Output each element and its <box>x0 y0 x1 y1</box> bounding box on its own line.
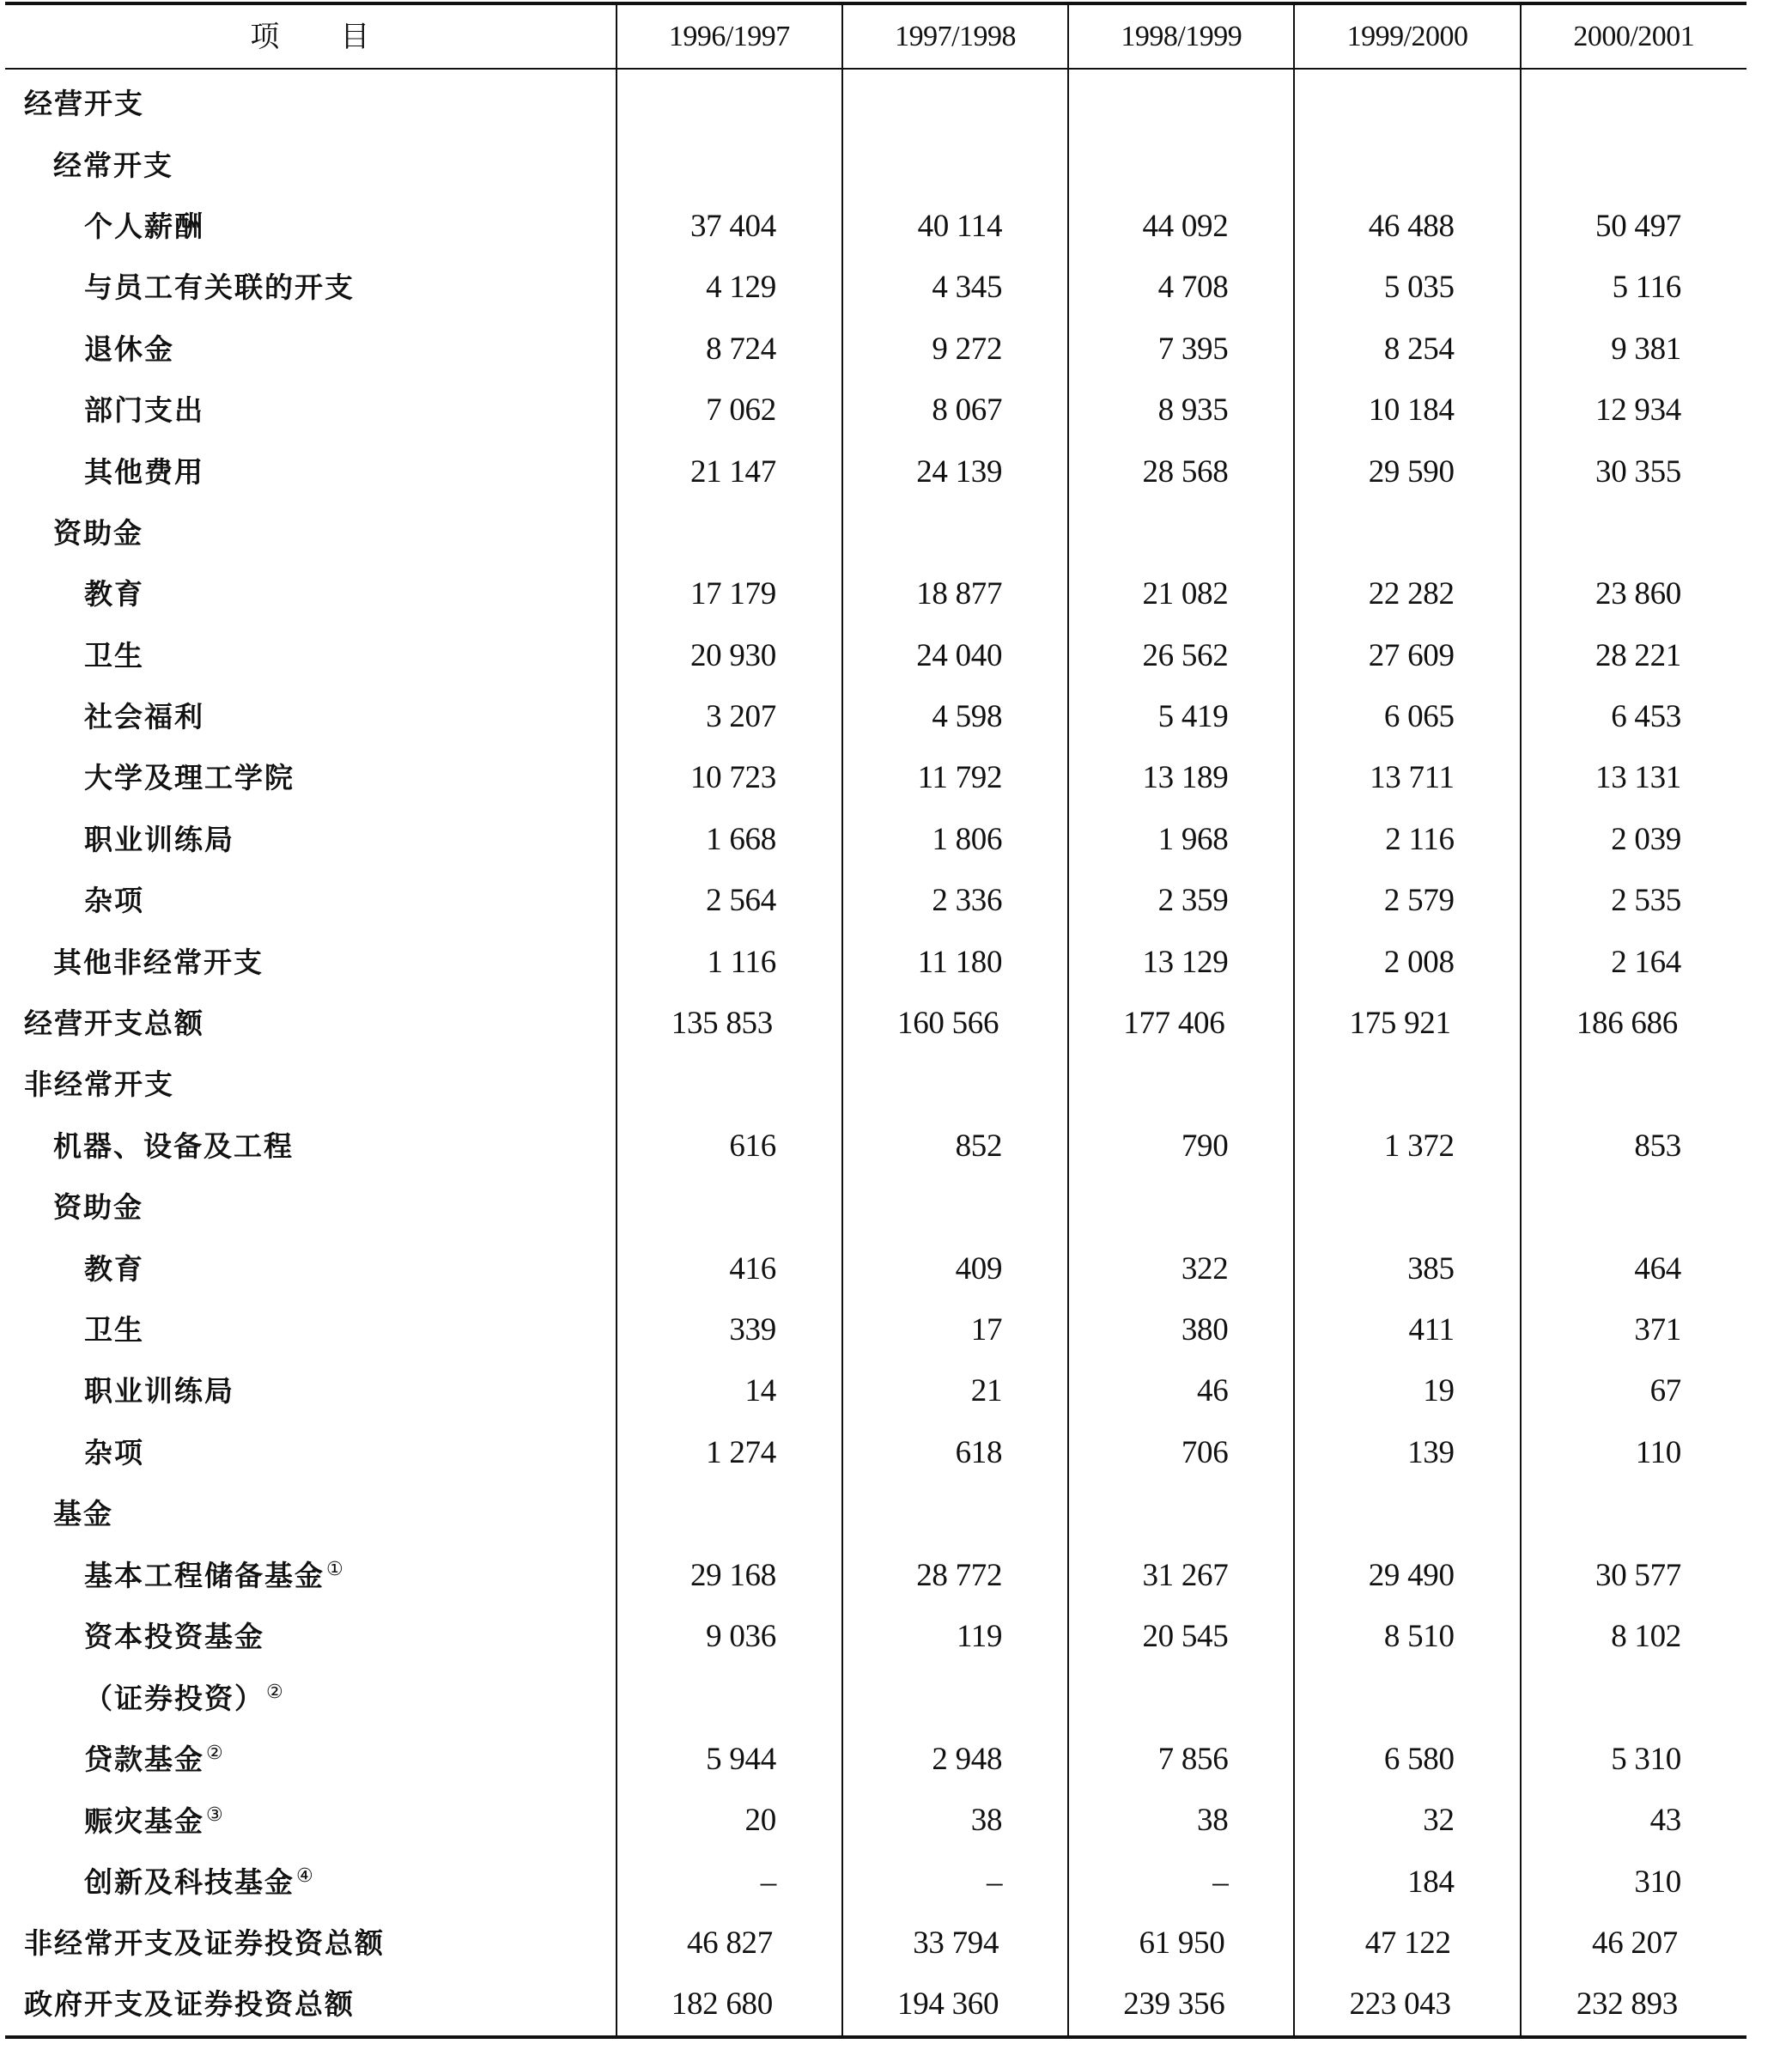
value-cell: 706 <box>1068 1422 1294 1483</box>
value-cell <box>842 1177 1068 1238</box>
value-cell: 38 <box>842 1790 1068 1851</box>
value-cell: 13 129 <box>1068 931 1294 992</box>
year-column-header: 1998/1999 <box>1068 3 1294 69</box>
row-label-text: 杂项 <box>84 1435 144 1469</box>
value-cell <box>617 1483 842 1544</box>
value-cell <box>1521 1483 1746 1544</box>
value-cell: 182 680 <box>617 1974 842 2036</box>
row-label <box>5 686 617 747</box>
value-cell: 3 207 <box>617 686 842 747</box>
value-cell <box>1521 1054 1746 1115</box>
value-cell: 194 360 <box>842 1974 1068 2036</box>
table-row <box>5 1729 1746 1790</box>
value-cell: 12 934 <box>1521 380 1746 441</box>
value-cell: 8 254 <box>1294 319 1520 380</box>
row-label-text: 非经常开支 <box>24 1068 174 1102</box>
row-label <box>5 1360 617 1421</box>
value-cell <box>1521 134 1746 195</box>
value-cell <box>1521 502 1746 563</box>
row-label <box>5 1054 617 1115</box>
table-row <box>5 257 1746 318</box>
value-cell: 6 453 <box>1521 686 1746 747</box>
row-label-text: 其他非经常开支 <box>53 945 264 979</box>
footnote-marker: ② <box>266 1681 285 1703</box>
value-cell <box>1068 502 1294 563</box>
row-label-text: 社会福利 <box>84 700 204 734</box>
value-cell <box>1068 134 1294 195</box>
value-cell <box>1294 1054 1520 1115</box>
row-label-text: 杂项 <box>84 884 144 918</box>
value-cell <box>1294 134 1520 195</box>
table-row <box>5 686 1746 747</box>
year-column-header: 1997/1998 <box>842 3 1068 69</box>
row-label-text: 退休金 <box>84 332 174 366</box>
value-cell: 616 <box>617 1116 842 1177</box>
row-label <box>5 1483 617 1544</box>
value-cell: 46 <box>1068 1360 1294 1421</box>
value-cell <box>1294 1483 1520 1544</box>
table-row <box>5 1177 1746 1238</box>
table-row <box>5 563 1746 624</box>
value-cell <box>1521 1177 1746 1238</box>
table-row <box>5 1606 1746 1667</box>
row-label <box>5 502 617 563</box>
value-cell: – <box>1068 1851 1294 1912</box>
table-row <box>5 870 1746 931</box>
value-cell: 2 008 <box>1294 931 1520 992</box>
value-cell: – <box>842 1851 1068 1912</box>
value-cell: 1 806 <box>842 809 1068 870</box>
row-label <box>5 1851 617 1912</box>
value-cell: 385 <box>1294 1238 1520 1299</box>
table-row <box>5 1422 1746 1483</box>
value-cell: 46 488 <box>1294 196 1520 257</box>
row-label-text: 教育 <box>84 577 144 611</box>
table-row <box>5 441 1746 502</box>
value-cell: 5 310 <box>1521 1729 1746 1790</box>
value-cell <box>617 1054 842 1115</box>
value-cell: 10 184 <box>1294 380 1520 441</box>
row-label <box>5 1422 617 1483</box>
header-row <box>5 3 1746 69</box>
value-cell: 8 935 <box>1068 380 1294 441</box>
value-cell: 22 282 <box>1294 563 1520 624</box>
table-row <box>5 1851 1746 1912</box>
table-total-row <box>5 1913 1746 1974</box>
table-row <box>5 196 1746 257</box>
value-cell: 409 <box>842 1238 1068 1299</box>
row-label <box>5 747 617 808</box>
row-label <box>5 1606 617 1667</box>
row-label-text: 机器、设备及工程 <box>53 1128 294 1163</box>
value-cell: 61 950 <box>1068 1913 1294 1974</box>
value-cell: 2 948 <box>842 1729 1068 1790</box>
row-label-text: 教育 <box>84 1251 144 1286</box>
table-header <box>5 3 1746 69</box>
table-row <box>5 1667 1746 1728</box>
value-cell <box>842 69 1068 134</box>
value-cell: 10 723 <box>617 747 842 808</box>
row-label <box>5 441 617 502</box>
row-label <box>5 1667 617 1728</box>
value-cell: 14 <box>617 1360 842 1421</box>
value-cell: 11 792 <box>842 747 1068 808</box>
value-cell: 232 893 <box>1521 1974 1746 2036</box>
value-cell: 2 579 <box>1294 870 1520 931</box>
value-cell: 2 164 <box>1521 931 1746 992</box>
value-cell: 110 <box>1521 1422 1746 1483</box>
row-label-text: 资本投资基金 <box>84 1619 264 1653</box>
value-cell: 47 122 <box>1294 1913 1520 1974</box>
value-cell <box>617 1667 842 1728</box>
value-cell: 239 356 <box>1068 1974 1294 2036</box>
value-cell: 416 <box>617 1238 842 1299</box>
value-cell: 11 180 <box>842 931 1068 992</box>
row-label <box>5 993 617 1054</box>
value-cell: 9 272 <box>842 319 1068 380</box>
table-row <box>5 1054 1746 1115</box>
value-cell: 119 <box>842 1606 1068 1667</box>
value-cell: 2 359 <box>1068 870 1294 931</box>
table-row <box>5 1116 1746 1177</box>
value-cell: 6 580 <box>1294 1729 1520 1790</box>
value-cell: 29 490 <box>1294 1544 1520 1605</box>
row-label <box>5 134 617 195</box>
value-cell: 6 065 <box>1294 686 1520 747</box>
value-cell: 186 686 <box>1521 993 1746 1054</box>
row-label <box>5 319 617 380</box>
item-header-char-2: 目 <box>340 19 371 54</box>
row-label <box>5 196 617 257</box>
value-cell: 9 381 <box>1521 319 1746 380</box>
year-column-header: 1999/2000 <box>1294 3 1520 69</box>
row-label <box>5 1974 617 2036</box>
row-label <box>5 1116 617 1177</box>
value-cell: 5 035 <box>1294 257 1520 318</box>
value-cell: 4 345 <box>842 257 1068 318</box>
value-cell: 2 535 <box>1521 870 1746 931</box>
value-cell <box>1294 502 1520 563</box>
row-label-text: 部门支出 <box>84 393 204 428</box>
value-cell: 5 419 <box>1068 686 1294 747</box>
value-cell <box>842 1483 1068 1544</box>
table-row <box>5 1299 1746 1360</box>
value-cell <box>617 502 842 563</box>
value-cell: 20 930 <box>617 625 842 686</box>
value-cell: 28 568 <box>1068 441 1294 502</box>
value-cell: 852 <box>842 1116 1068 1177</box>
row-label-text: 基本工程储备基金 <box>84 1559 325 1593</box>
value-cell <box>1294 1667 1520 1728</box>
value-cell: 339 <box>617 1299 842 1360</box>
footnote-marker: ④ <box>296 1865 315 1888</box>
value-cell: 2 564 <box>617 870 842 931</box>
value-cell: 28 221 <box>1521 625 1746 686</box>
row-label-text: 资助金 <box>53 1190 143 1225</box>
item-column-header <box>5 3 617 69</box>
row-label-text: 赈灾基金 <box>84 1804 204 1838</box>
row-label <box>5 1913 617 1974</box>
value-cell: 310 <box>1521 1851 1746 1912</box>
value-cell: 50 497 <box>1521 196 1746 257</box>
row-label <box>5 563 617 624</box>
value-cell: 46 827 <box>617 1913 842 1974</box>
value-cell: 322 <box>1068 1238 1294 1299</box>
value-cell <box>842 134 1068 195</box>
value-cell: 13 189 <box>1068 747 1294 808</box>
value-cell <box>617 1177 842 1238</box>
row-label <box>5 1238 617 1299</box>
row-label-text: （证券投资） <box>84 1681 264 1715</box>
row-label-text: 经营开支 <box>24 87 144 121</box>
table-total-row <box>5 993 1746 1054</box>
value-cell: 8 067 <box>842 380 1068 441</box>
row-label-text: 职业训练局 <box>84 1374 234 1408</box>
value-cell: 40 114 <box>842 196 1068 257</box>
value-cell <box>1068 1483 1294 1544</box>
value-cell: 175 921 <box>1294 993 1520 1054</box>
value-cell: 44 092 <box>1068 196 1294 257</box>
year-column-header: 2000/2001 <box>1521 3 1746 69</box>
value-cell: 13 131 <box>1521 747 1746 808</box>
table-row <box>5 1544 1746 1605</box>
value-cell <box>1068 1054 1294 1115</box>
value-cell <box>1068 1177 1294 1238</box>
value-cell: 177 406 <box>1068 993 1294 1054</box>
value-cell: 38 <box>1068 1790 1294 1851</box>
value-cell: 23 860 <box>1521 563 1746 624</box>
value-cell: 160 566 <box>842 993 1068 1054</box>
value-cell: 17 <box>842 1299 1068 1360</box>
row-label-text: 政府开支及证券投资总额 <box>24 1987 355 2022</box>
value-cell: 1 116 <box>617 931 842 992</box>
value-cell: 2 336 <box>842 870 1068 931</box>
value-cell: 380 <box>1068 1299 1294 1360</box>
value-cell: 853 <box>1521 1116 1746 1177</box>
table-row <box>5 1483 1746 1544</box>
row-label-text: 与员工有关联的开支 <box>84 271 355 305</box>
value-cell: 27 609 <box>1294 625 1520 686</box>
table-row <box>5 69 1746 134</box>
value-cell: 411 <box>1294 1299 1520 1360</box>
footnote-marker: ① <box>326 1559 345 1581</box>
value-cell: 18 877 <box>842 563 1068 624</box>
value-cell: 17 179 <box>617 563 842 624</box>
value-cell: 223 043 <box>1294 1974 1520 2036</box>
value-cell: 7 062 <box>617 380 842 441</box>
table-row <box>5 1360 1746 1421</box>
row-label <box>5 931 617 992</box>
value-cell <box>842 1054 1068 1115</box>
value-cell: 21 <box>842 1360 1068 1421</box>
table-row <box>5 134 1746 195</box>
table-row <box>5 625 1746 686</box>
value-cell: 8 510 <box>1294 1606 1520 1667</box>
row-label <box>5 380 617 441</box>
row-label <box>5 1299 617 1360</box>
value-cell: 618 <box>842 1422 1068 1483</box>
year-column-header: 1996/1997 <box>617 3 842 69</box>
value-cell: 21 147 <box>617 441 842 502</box>
table-body <box>5 69 1746 2037</box>
value-cell <box>842 502 1068 563</box>
value-cell: 1 372 <box>1294 1116 1520 1177</box>
footnote-marker: ② <box>206 1743 225 1765</box>
value-cell <box>1068 1667 1294 1728</box>
row-label <box>5 1544 617 1605</box>
value-cell: 26 562 <box>1068 625 1294 686</box>
value-cell <box>842 1667 1068 1728</box>
value-cell: 24 139 <box>842 441 1068 502</box>
value-cell: 4 129 <box>617 257 842 318</box>
value-cell: 790 <box>1068 1116 1294 1177</box>
table-row <box>5 319 1746 380</box>
row-label-text: 卫生 <box>84 638 144 672</box>
row-label-text: 基金 <box>53 1497 113 1531</box>
value-cell: 2 116 <box>1294 809 1520 870</box>
value-cell: 1 668 <box>617 809 842 870</box>
row-label-text: 个人薪酬 <box>84 209 204 243</box>
value-cell: 28 772 <box>842 1544 1068 1605</box>
row-label-text: 经常开支 <box>53 148 173 182</box>
row-label <box>5 69 617 134</box>
value-cell: – <box>617 1851 842 1912</box>
row-label <box>5 257 617 318</box>
value-cell: 31 267 <box>1068 1544 1294 1605</box>
value-cell: 2 039 <box>1521 809 1746 870</box>
value-cell: 5 944 <box>617 1729 842 1790</box>
value-cell <box>617 69 842 134</box>
row-label-text: 创新及科技基金 <box>84 1865 295 1900</box>
table-row <box>5 747 1746 808</box>
table-row <box>5 380 1746 441</box>
value-cell: 371 <box>1521 1299 1746 1360</box>
row-label <box>5 1729 617 1790</box>
table-row <box>5 1790 1746 1851</box>
value-cell <box>1294 1177 1520 1238</box>
value-cell: 32 <box>1294 1790 1520 1851</box>
table-row <box>5 1238 1746 1299</box>
value-cell: 46 207 <box>1521 1913 1746 1974</box>
value-cell <box>617 134 842 195</box>
value-cell: 4 598 <box>842 686 1068 747</box>
value-cell <box>1068 69 1294 134</box>
value-cell: 29 168 <box>617 1544 842 1605</box>
value-cell: 20 545 <box>1068 1606 1294 1667</box>
value-cell: 21 082 <box>1068 563 1294 624</box>
value-cell: 24 040 <box>842 625 1068 686</box>
row-label-text: 经营开支总额 <box>24 1007 204 1041</box>
value-cell: 139 <box>1294 1422 1520 1483</box>
row-label <box>5 809 617 870</box>
value-cell: 29 590 <box>1294 441 1520 502</box>
row-label-text: 资助金 <box>53 515 143 550</box>
value-cell <box>1521 69 1746 134</box>
value-cell: 43 <box>1521 1790 1746 1851</box>
table-row <box>5 931 1746 992</box>
row-label-text: 非经常开支及证券投资总额 <box>24 1925 385 1960</box>
row-label-text: 职业训练局 <box>84 822 234 856</box>
value-cell: 4 708 <box>1068 257 1294 318</box>
value-cell: 13 711 <box>1294 747 1520 808</box>
value-cell <box>1294 69 1520 134</box>
value-cell: 464 <box>1521 1238 1746 1299</box>
value-cell <box>1521 1667 1746 1728</box>
value-cell: 30 577 <box>1521 1544 1746 1605</box>
value-cell: 67 <box>1521 1360 1746 1421</box>
table-row <box>5 809 1746 870</box>
value-cell: 1 968 <box>1068 809 1294 870</box>
value-cell: 135 853 <box>617 993 842 1054</box>
row-label-text: 其他费用 <box>84 454 204 489</box>
row-label <box>5 870 617 931</box>
value-cell: 184 <box>1294 1851 1520 1912</box>
row-label <box>5 1177 617 1238</box>
value-cell: 8 102 <box>1521 1606 1746 1667</box>
row-label <box>5 1790 617 1851</box>
value-cell: 19 <box>1294 1360 1520 1421</box>
value-cell: 33 794 <box>842 1913 1068 1974</box>
value-cell: 30 355 <box>1521 441 1746 502</box>
expenditure-table <box>5 2 1746 2039</box>
value-cell: 5 116 <box>1521 257 1746 318</box>
value-cell: 1 274 <box>617 1422 842 1483</box>
row-label-text: 大学及理工学院 <box>84 761 295 795</box>
table-total-row <box>5 1974 1746 2036</box>
row-label-text: 贷款基金 <box>84 1743 204 1777</box>
value-cell: 8 724 <box>617 319 842 380</box>
value-cell: 7 395 <box>1068 319 1294 380</box>
footnote-marker: ③ <box>206 1804 225 1826</box>
value-cell: 37 404 <box>617 196 842 257</box>
item-header-char-1: 项 <box>250 19 281 54</box>
value-cell: 20 <box>617 1790 842 1851</box>
row-label <box>5 625 617 686</box>
value-cell: 7 856 <box>1068 1729 1294 1790</box>
row-label-text: 卫生 <box>84 1313 144 1347</box>
table-row <box>5 502 1746 563</box>
value-cell: 9 036 <box>617 1606 842 1667</box>
